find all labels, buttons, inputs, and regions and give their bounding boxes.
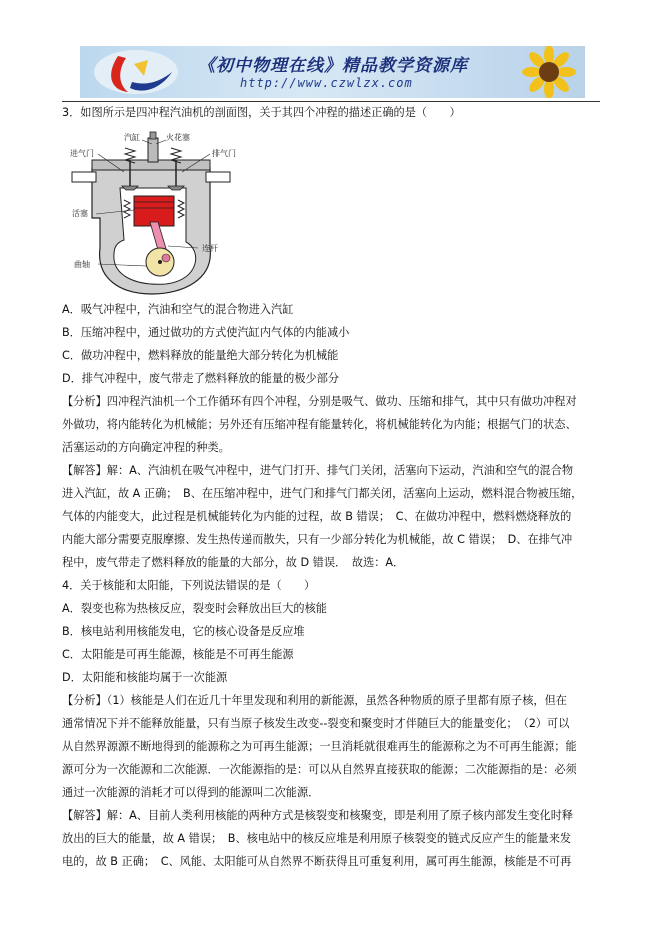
question3-answer-line: 内能大部分需要克服摩擦、发生热传递而散失，只有一少部分转化为机械能，故 C 错误； D、在排气冲 [62,533,573,546]
logo-graphic [88,46,188,98]
question4-stem: 4．关于核能和太阳能，下列说法错误的是（ ） [62,579,316,592]
question4-analysis-line: 从自然界源源不断地得到的能源称之为可再生能源；一旦消耗就很难再生的能源称之为不可再生能源；能 [62,740,577,753]
header-banner [80,46,585,98]
banner-url: http://www.czwlzx.com [240,76,413,90]
question3-analysis-line: 【分析】四冲程汽油机一个工作循环有四个冲程，分别是吸气、做功、压缩和排气，其中只有做功冲程对 [62,395,577,408]
question4-answer-line: 【解答】解：A、目前人类利用核能的两种方式是核裂变和核聚变，即是利用了原子核内部发生变化时释 [62,809,574,822]
label-spark-plug: 火花塞 [166,133,190,142]
question3-option-a: A．吸气冲程中，汽油和空气的混合物进入汽缸 [62,303,294,316]
question4-option-b: B．核电站利用核能发电，它的核心设备是反应堆 [62,625,305,638]
label-piston: 活塞 [72,209,88,218]
question4-answer-line: 放出的巨大的能量，故 A 错误； B、核电站中的核反应堆是利用原子核裂变的链式反应产生的能量来发 [62,832,572,845]
question4-analysis-line: 通过一次能源的消耗才可以得到的能源叫二次能源． [62,786,320,799]
label-crankshaft: 曲轴 [74,260,90,269]
question3-answer-line: 气体的内能变大，此过程是机械能转化为内能的过程，故 B 错误； C、在做功冲程中，燃料燃烧释放的 [62,510,572,523]
question4-analysis-line: 源可分为一次能源和二次能源．一次能源指的是：可以从自然界直接获取的能源；二次能源指的是：必须 [62,763,577,776]
question4-option-a: A．裂变也称为热核反应，裂变时会释放出巨大的核能 [62,602,327,615]
question3-option-b: B．压缩冲程中，通过做功的方式使汽缸内气体的内能减小 [62,326,350,339]
question4-option-d: D．太阳能和核能均属于一次能源 [62,671,228,684]
question3-stem: 3．如图所示是四冲程汽油机的剖面图，关于其四个冲程的描述正确的是（ ） [62,106,461,119]
label-connecting-rod: 连杆 [202,244,218,253]
question4-analysis-line: 【分析】（1）核能是人们在近几十年里发现和利用的新能源，虽然各种物质的原子里都有原子核，但在 [62,694,567,707]
question3-option-c: C．做功冲程中，燃料释放的能量绝大部分转化为机械能 [62,349,339,362]
banner-title: 《初中物理在线》精品教学资源库 [198,56,468,76]
label-intake-valve: 进气门 [70,149,94,158]
engine-diagram [62,130,247,298]
question3-analysis-line: 活塞运动的方向确定冲程的种类。 [62,441,230,454]
question3-option-d: D．排气冲程中，废气带走了燃料释放的能量的极少部分 [62,372,340,385]
question4-analysis-line: 通常情况下并不能释放能量，只有当原子核发生改变--裂变和聚变时才伴随巨大的能量变化； （2）可以 [62,717,570,730]
question4-option-c: C．太阳能是可再生能源，核能是不可再生能源 [62,648,294,661]
header-rule [62,101,600,102]
question3-answer-line: 程中，废气带走了燃料释放的能量的大部分，故 D 错误． 故选：A． [62,556,405,569]
question3-analysis-line: 外做功，将内能转化为机械能；另外还有压缩冲程有能量转化，将机械能转化为内能；根据气门的状态、 [62,418,577,431]
sunflower-graphic [505,46,585,98]
question3-answer-line: 【解答】解：A、汽油机在吸气冲程中，进气门打开、排气门关闭，活塞向下运动，汽油和空气的混合物 [62,464,574,477]
question3-answer-line: 进入汽缸，故 A 正确； B、在压缩冲程中，进气门和排气门都关闭，活塞向上运动，燃料混合物被压缩， [62,487,583,500]
label-cylinder: 汽缸 [124,133,140,142]
question4-answer-line: 电的，故 B 正确； C、风能、太阳能可从自然界不断获得且可重复利用，属可再生能源，核能是不可再 [62,855,572,868]
label-exhaust-valve: 排气门 [212,149,236,158]
